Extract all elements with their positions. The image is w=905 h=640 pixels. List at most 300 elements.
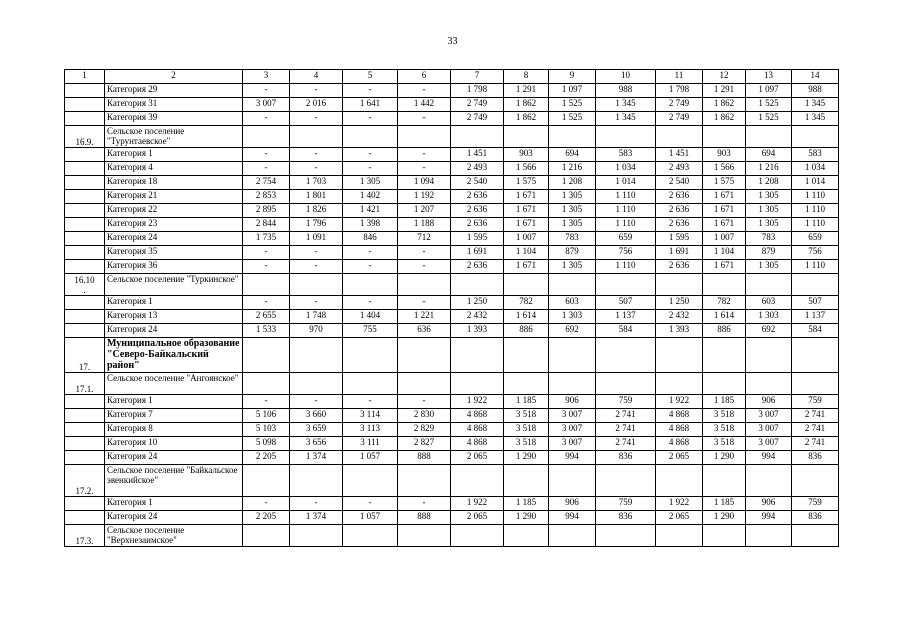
value-cell: - bbox=[290, 246, 343, 260]
row-number: 16.10 . bbox=[65, 274, 105, 296]
value-cell: 1 110 bbox=[792, 218, 839, 232]
value-cell: 1 345 bbox=[792, 98, 839, 112]
value-cell: 1 922 bbox=[451, 497, 504, 511]
value-cell bbox=[398, 525, 451, 547]
value-cell: 1 374 bbox=[290, 451, 343, 465]
value-cell: 1 034 bbox=[792, 162, 839, 176]
value-cell bbox=[549, 274, 596, 296]
value-cell: 1 374 bbox=[290, 511, 343, 525]
value-cell: 2 636 bbox=[656, 190, 703, 204]
table-row bbox=[65, 511, 839, 525]
value-cell: 1 290 bbox=[504, 511, 549, 525]
value-cell: 994 bbox=[746, 451, 792, 465]
value-cell: 2 895 bbox=[243, 204, 290, 218]
value-cell: 3 007 bbox=[549, 437, 596, 451]
value-cell: 759 bbox=[792, 497, 839, 511]
value-cell: 3 518 bbox=[504, 437, 549, 451]
value-cell: - bbox=[398, 260, 451, 274]
row-number bbox=[65, 190, 105, 204]
value-cell: 3 007 bbox=[746, 423, 792, 437]
value-cell bbox=[656, 338, 703, 373]
row-number: 17.2. bbox=[65, 465, 105, 497]
value-cell: - bbox=[343, 296, 398, 310]
value-cell: 1 641 bbox=[343, 98, 398, 112]
value-cell: 1 305 bbox=[343, 176, 398, 190]
row-number bbox=[65, 162, 105, 176]
value-cell: 1 291 bbox=[703, 84, 746, 98]
value-cell: 1 922 bbox=[656, 395, 703, 409]
value-cell: 1 671 bbox=[504, 218, 549, 232]
value-cell: 1 575 bbox=[504, 176, 549, 190]
value-cell: - bbox=[343, 395, 398, 409]
value-cell: 994 bbox=[746, 511, 792, 525]
value-cell: 994 bbox=[549, 451, 596, 465]
value-cell: 1 305 bbox=[746, 218, 792, 232]
value-cell bbox=[451, 525, 504, 547]
value-cell: - bbox=[243, 84, 290, 98]
value-cell: 1 305 bbox=[549, 218, 596, 232]
value-cell: 1 305 bbox=[746, 260, 792, 274]
value-cell: 1 192 bbox=[398, 190, 451, 204]
value-cell: 694 bbox=[549, 148, 596, 162]
value-cell: 1 221 bbox=[398, 310, 451, 324]
table-row bbox=[65, 409, 839, 423]
value-cell: - bbox=[343, 497, 398, 511]
row-name: Категория 36 bbox=[105, 260, 243, 274]
value-cell: 1 305 bbox=[746, 190, 792, 204]
value-cell: 1 057 bbox=[343, 451, 398, 465]
value-cell bbox=[343, 338, 398, 373]
value-cell: - bbox=[398, 246, 451, 260]
row-number: 17. bbox=[65, 338, 105, 373]
value-cell: - bbox=[343, 162, 398, 176]
value-cell bbox=[792, 126, 839, 148]
row-number bbox=[65, 497, 105, 511]
row-name: Категория 1 bbox=[105, 395, 243, 409]
value-cell: 2 655 bbox=[243, 310, 290, 324]
row-number bbox=[65, 218, 105, 232]
value-cell bbox=[746, 525, 792, 547]
value-cell: 886 bbox=[504, 324, 549, 338]
table-row bbox=[65, 204, 839, 218]
value-cell: 888 bbox=[398, 451, 451, 465]
value-cell bbox=[398, 274, 451, 296]
value-cell: 2 741 bbox=[596, 437, 656, 451]
value-cell: 1 305 bbox=[549, 260, 596, 274]
value-cell bbox=[504, 465, 549, 497]
row-number bbox=[65, 423, 105, 437]
value-cell: 4 868 bbox=[656, 437, 703, 451]
value-cell: 1 451 bbox=[451, 148, 504, 162]
value-cell: 2 741 bbox=[596, 423, 656, 437]
value-cell bbox=[549, 338, 596, 373]
value-cell bbox=[504, 525, 549, 547]
value-cell bbox=[746, 274, 792, 296]
value-cell: 903 bbox=[504, 148, 549, 162]
value-cell: 906 bbox=[549, 497, 596, 511]
value-cell bbox=[703, 338, 746, 373]
value-cell: 1 798 bbox=[656, 84, 703, 98]
header-cell: 13 bbox=[746, 70, 792, 84]
value-cell: 1 185 bbox=[703, 497, 746, 511]
value-cell: 970 bbox=[290, 324, 343, 338]
table-row bbox=[65, 437, 839, 451]
value-cell bbox=[451, 126, 504, 148]
value-cell bbox=[746, 338, 792, 373]
value-cell: 1 595 bbox=[656, 232, 703, 246]
value-cell: 836 bbox=[596, 511, 656, 525]
value-cell bbox=[596, 465, 656, 497]
value-cell: 1 303 bbox=[746, 310, 792, 324]
header-cell: 8 bbox=[504, 70, 549, 84]
value-cell: 1 922 bbox=[451, 395, 504, 409]
value-cell: 1 097 bbox=[746, 84, 792, 98]
value-cell: 906 bbox=[746, 395, 792, 409]
value-cell: - bbox=[243, 246, 290, 260]
table-row bbox=[65, 338, 839, 373]
table-row bbox=[65, 423, 839, 437]
value-cell: 783 bbox=[746, 232, 792, 246]
value-cell: 2 636 bbox=[451, 260, 504, 274]
row-name: Муниципальное образование "Северо-Байкальский район" bbox=[105, 338, 243, 373]
value-cell bbox=[596, 126, 656, 148]
value-cell: 1 305 bbox=[549, 204, 596, 218]
value-cell: 5 098 bbox=[243, 437, 290, 451]
value-cell: - bbox=[398, 296, 451, 310]
value-cell: 1 862 bbox=[703, 112, 746, 126]
value-cell bbox=[343, 373, 398, 395]
page-number: 33 bbox=[447, 36, 458, 47]
row-name: Категория 22 bbox=[105, 204, 243, 218]
value-cell: - bbox=[343, 112, 398, 126]
value-cell: - bbox=[243, 260, 290, 274]
header-cell: 5 bbox=[343, 70, 398, 84]
table-row bbox=[65, 260, 839, 274]
value-cell: 2 493 bbox=[656, 162, 703, 176]
value-cell bbox=[703, 126, 746, 148]
value-cell: - bbox=[398, 497, 451, 511]
table-row bbox=[65, 176, 839, 190]
value-cell: - bbox=[398, 395, 451, 409]
value-cell bbox=[290, 525, 343, 547]
value-cell bbox=[792, 373, 839, 395]
value-cell bbox=[343, 525, 398, 547]
value-cell: 2 636 bbox=[656, 218, 703, 232]
value-cell: 836 bbox=[792, 451, 839, 465]
value-cell: 2 636 bbox=[656, 204, 703, 218]
value-cell: 1 671 bbox=[703, 204, 746, 218]
value-cell: 2 016 bbox=[290, 98, 343, 112]
value-cell: 756 bbox=[792, 246, 839, 260]
value-cell bbox=[504, 274, 549, 296]
value-cell: 1 104 bbox=[504, 246, 549, 260]
value-cell: 712 bbox=[398, 232, 451, 246]
value-cell bbox=[703, 373, 746, 395]
value-cell: 1 207 bbox=[398, 204, 451, 218]
value-cell: 1 216 bbox=[746, 162, 792, 176]
value-cell bbox=[398, 465, 451, 497]
value-cell bbox=[243, 465, 290, 497]
value-cell: 1 402 bbox=[343, 190, 398, 204]
value-cell: 888 bbox=[398, 511, 451, 525]
table-row bbox=[65, 465, 839, 497]
header-cell: 4 bbox=[290, 70, 343, 84]
row-name: Категория 1 bbox=[105, 296, 243, 310]
value-cell: 783 bbox=[549, 232, 596, 246]
value-cell: 1 007 bbox=[703, 232, 746, 246]
value-cell: 1 303 bbox=[549, 310, 596, 324]
row-name: Категория 18 bbox=[105, 176, 243, 190]
row-name: Категория 29 bbox=[105, 84, 243, 98]
value-cell: - bbox=[398, 148, 451, 162]
table-row bbox=[65, 98, 839, 112]
value-cell bbox=[596, 373, 656, 395]
row-name: Сельское поселение "Турунтаевское" bbox=[105, 126, 243, 148]
value-cell bbox=[596, 525, 656, 547]
table-row bbox=[65, 112, 839, 126]
tariff-table bbox=[64, 69, 839, 547]
value-cell: 2 853 bbox=[243, 190, 290, 204]
value-cell: 1 057 bbox=[343, 511, 398, 525]
table-row bbox=[65, 324, 839, 338]
value-cell bbox=[243, 274, 290, 296]
value-cell: 1 110 bbox=[792, 204, 839, 218]
row-number bbox=[65, 324, 105, 338]
value-cell: 3 007 bbox=[549, 409, 596, 423]
value-cell: 1 671 bbox=[703, 190, 746, 204]
value-cell: 692 bbox=[746, 324, 792, 338]
row-number bbox=[65, 395, 105, 409]
value-cell: 2 741 bbox=[792, 409, 839, 423]
value-cell: 1 345 bbox=[792, 112, 839, 126]
value-cell: 1 185 bbox=[504, 497, 549, 511]
value-cell: 994 bbox=[549, 511, 596, 525]
header-cell: 11 bbox=[656, 70, 703, 84]
value-cell: 1 614 bbox=[703, 310, 746, 324]
value-cell: 1 862 bbox=[504, 98, 549, 112]
value-cell: 1 442 bbox=[398, 98, 451, 112]
value-cell: 1 393 bbox=[656, 324, 703, 338]
value-cell: 2 636 bbox=[451, 204, 504, 218]
value-cell: 2 493 bbox=[451, 162, 504, 176]
header-row bbox=[65, 70, 839, 84]
value-cell bbox=[243, 373, 290, 395]
value-cell: 3 007 bbox=[746, 409, 792, 423]
table-row bbox=[65, 296, 839, 310]
value-cell bbox=[343, 274, 398, 296]
value-cell: 988 bbox=[792, 84, 839, 98]
row-name: Категория 24 bbox=[105, 232, 243, 246]
value-cell: 886 bbox=[703, 324, 746, 338]
value-cell: 2 741 bbox=[792, 423, 839, 437]
value-cell: 2 741 bbox=[792, 437, 839, 451]
value-cell: 5 106 bbox=[243, 409, 290, 423]
header-cell: 3 bbox=[243, 70, 290, 84]
value-cell: 3 518 bbox=[703, 409, 746, 423]
value-cell: 507 bbox=[596, 296, 656, 310]
value-cell bbox=[398, 338, 451, 373]
value-cell: 1 398 bbox=[343, 218, 398, 232]
value-cell: - bbox=[398, 84, 451, 98]
value-cell: 1 691 bbox=[656, 246, 703, 260]
value-cell: 879 bbox=[746, 246, 792, 260]
row-number bbox=[65, 148, 105, 162]
table-row bbox=[65, 126, 839, 148]
value-cell: 659 bbox=[596, 232, 656, 246]
value-cell: 1 137 bbox=[596, 310, 656, 324]
value-cell bbox=[243, 338, 290, 373]
value-cell: 1 826 bbox=[290, 204, 343, 218]
row-name: Категория 24 bbox=[105, 451, 243, 465]
value-cell bbox=[290, 373, 343, 395]
value-cell: - bbox=[398, 162, 451, 176]
row-number bbox=[65, 246, 105, 260]
value-cell: 2 741 bbox=[596, 409, 656, 423]
value-cell: 1 290 bbox=[703, 451, 746, 465]
value-cell: - bbox=[290, 112, 343, 126]
row-name: Категория 21 bbox=[105, 190, 243, 204]
value-cell: 1 525 bbox=[746, 98, 792, 112]
value-cell: 5 103 bbox=[243, 423, 290, 437]
value-cell: 1 801 bbox=[290, 190, 343, 204]
value-cell: 1 691 bbox=[451, 246, 504, 260]
value-cell: 759 bbox=[792, 395, 839, 409]
value-cell bbox=[746, 126, 792, 148]
table-row bbox=[65, 395, 839, 409]
value-cell: 2 749 bbox=[656, 98, 703, 112]
value-cell: 1 862 bbox=[703, 98, 746, 112]
row-number bbox=[65, 84, 105, 98]
value-cell bbox=[343, 465, 398, 497]
value-cell bbox=[703, 274, 746, 296]
value-cell: - bbox=[290, 296, 343, 310]
value-cell: 3 518 bbox=[703, 423, 746, 437]
value-cell: 836 bbox=[596, 451, 656, 465]
value-cell: - bbox=[290, 260, 343, 274]
value-cell bbox=[398, 373, 451, 395]
value-cell: 1 014 bbox=[792, 176, 839, 190]
value-cell bbox=[343, 126, 398, 148]
value-cell: 1 216 bbox=[549, 162, 596, 176]
value-cell: 2 844 bbox=[243, 218, 290, 232]
value-cell bbox=[504, 126, 549, 148]
value-cell: - bbox=[290, 497, 343, 511]
value-cell: 1 748 bbox=[290, 310, 343, 324]
value-cell: 1 671 bbox=[504, 190, 549, 204]
value-cell: 2 540 bbox=[656, 176, 703, 190]
value-cell bbox=[504, 338, 549, 373]
value-cell: 1 185 bbox=[504, 395, 549, 409]
row-name: Категория 1 bbox=[105, 497, 243, 511]
table-row bbox=[65, 190, 839, 204]
value-cell: 1 922 bbox=[656, 497, 703, 511]
value-cell: 1 798 bbox=[451, 84, 504, 98]
row-name: Категория 1 bbox=[105, 148, 243, 162]
value-cell: - bbox=[243, 296, 290, 310]
row-number: 17.1. bbox=[65, 373, 105, 395]
value-cell: 1 862 bbox=[504, 112, 549, 126]
header-cell: 12 bbox=[703, 70, 746, 84]
value-cell: 692 bbox=[549, 324, 596, 338]
value-cell: 2 432 bbox=[656, 310, 703, 324]
value-cell bbox=[596, 274, 656, 296]
value-cell: 1 208 bbox=[549, 176, 596, 190]
value-cell: 759 bbox=[596, 497, 656, 511]
value-cell: - bbox=[243, 162, 290, 176]
value-cell: 1 110 bbox=[596, 218, 656, 232]
value-cell: 1 305 bbox=[549, 190, 596, 204]
value-cell: 4 868 bbox=[656, 423, 703, 437]
row-number bbox=[65, 204, 105, 218]
row-number bbox=[65, 232, 105, 246]
row-number bbox=[65, 310, 105, 324]
value-cell: 1 137 bbox=[792, 310, 839, 324]
value-cell: 2 749 bbox=[451, 98, 504, 112]
value-cell: 1 014 bbox=[596, 176, 656, 190]
value-cell: 1 110 bbox=[792, 260, 839, 274]
value-cell: 583 bbox=[792, 148, 839, 162]
table-body bbox=[65, 70, 839, 547]
value-cell: 2 065 bbox=[656, 511, 703, 525]
value-cell bbox=[792, 465, 839, 497]
table-row bbox=[65, 451, 839, 465]
value-cell: 1 525 bbox=[746, 112, 792, 126]
row-name: Категория 39 bbox=[105, 112, 243, 126]
value-cell: - bbox=[343, 148, 398, 162]
value-cell: 3 656 bbox=[290, 437, 343, 451]
value-cell: 2 749 bbox=[656, 112, 703, 126]
value-cell: 3 660 bbox=[290, 409, 343, 423]
row-name: Категория 23 bbox=[105, 218, 243, 232]
row-number bbox=[65, 437, 105, 451]
value-cell: 1 094 bbox=[398, 176, 451, 190]
value-cell: 1 671 bbox=[703, 260, 746, 274]
value-cell bbox=[451, 338, 504, 373]
value-cell: 659 bbox=[792, 232, 839, 246]
value-cell: 1 533 bbox=[243, 324, 290, 338]
value-cell: 759 bbox=[596, 395, 656, 409]
value-cell bbox=[656, 274, 703, 296]
value-cell: 906 bbox=[549, 395, 596, 409]
row-name: Сельское поселение "Ангоянское" bbox=[105, 373, 243, 395]
table-row bbox=[65, 497, 839, 511]
value-cell: 1 007 bbox=[504, 232, 549, 246]
value-cell: 2 065 bbox=[656, 451, 703, 465]
value-cell bbox=[290, 126, 343, 148]
table-row bbox=[65, 525, 839, 547]
value-cell: 2 749 bbox=[451, 112, 504, 126]
value-cell: 2 065 bbox=[451, 511, 504, 525]
value-cell bbox=[290, 465, 343, 497]
value-cell bbox=[656, 465, 703, 497]
row-name: Категория 24 bbox=[105, 324, 243, 338]
value-cell bbox=[451, 373, 504, 395]
value-cell: 1 703 bbox=[290, 176, 343, 190]
row-name: Категория 8 bbox=[105, 423, 243, 437]
value-cell: 1 575 bbox=[703, 176, 746, 190]
table-row bbox=[65, 232, 839, 246]
value-cell: 2 205 bbox=[243, 451, 290, 465]
value-cell: 3 518 bbox=[504, 409, 549, 423]
value-cell: 903 bbox=[703, 148, 746, 162]
value-cell: 1 208 bbox=[746, 176, 792, 190]
row-name: Сельское поселение "Туркинское" bbox=[105, 274, 243, 296]
value-cell: 3 007 bbox=[549, 423, 596, 437]
value-cell: 1 525 bbox=[549, 112, 596, 126]
value-cell: 879 bbox=[549, 246, 596, 260]
value-cell: 846 bbox=[343, 232, 398, 246]
value-cell: - bbox=[290, 162, 343, 176]
